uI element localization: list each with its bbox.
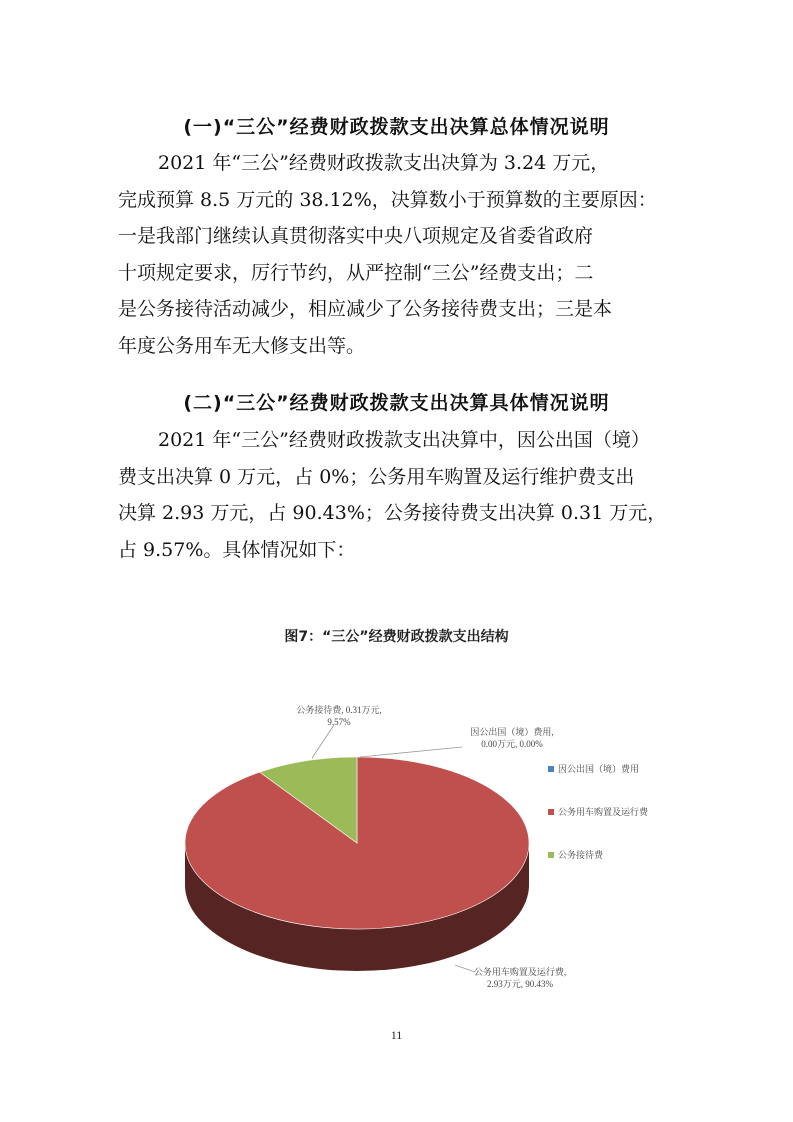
section1-line: 十项规定要求，厉行节约，从严控制“三公”经费支出；二	[118, 261, 594, 284]
data-label-公务接待费: 公务接待费, 0.31万元,	[296, 705, 382, 715]
leader-line-公务用车购置及运行费	[455, 965, 475, 972]
data-label-因公出国（境）费用: 因公出国（境）费用,	[470, 727, 554, 737]
legend-swatch-公务用车购置及运行费	[548, 809, 554, 815]
legend-swatch-公务接待费	[548, 852, 554, 858]
data-label-因公出国（境）费用: 0.00万元, 0.00%	[481, 739, 543, 749]
legend-label-公务接待费: 公务接待费	[558, 850, 604, 860]
legend-label-因公出国（境）费用: 因公出国（境）费用	[558, 764, 640, 774]
section1-line: 一是我部门继续认真贯彻落实中央八项规定及省委省政府	[118, 225, 594, 247]
section1-line: 完成预算 8.5 万元的 38.12%，决算数小于预算数的主要原因：	[118, 188, 657, 211]
data-label-公务用车购置及运行费: 2.93万元, 90.43%	[487, 979, 553, 989]
leader-line-因公出国（境）费用	[360, 747, 462, 757]
legend-swatch-因公出国（境）费用	[548, 766, 554, 772]
section2-heading: (二)“三公”经费财政拨款支出决算具体情况说明	[183, 392, 610, 414]
leader-line-公务接待费	[312, 725, 334, 758]
section2-line: 占 9.57%。具体情况如下：	[118, 538, 356, 561]
section2-line: 决算 2.93 万元，占 90.43%；公务接待费支出决算 0.31 万元，	[118, 502, 667, 524]
section1-line: 年度公务用车无大修支出等。	[118, 334, 366, 357]
section1-heading: (一)“三公”经费财政拨款支出决算总体情况说明	[183, 116, 610, 138]
page-number: 11	[390, 1028, 403, 1042]
section1-line: 2021 年“三公”经费财政拨款支出决算为 3.24 万元，	[158, 152, 610, 174]
data-label-公务用车购置及运行费: 公务用车购置及运行费,	[473, 967, 567, 977]
data-label-公务接待费: 9.57%	[327, 717, 351, 727]
section1-line: 是公务接待活动减少，相应减少了公务接待费支出；三是本	[118, 298, 613, 320]
section2-line: 费支出决算 0 万元，占 0%；公务用车购置及运行维护费支出	[118, 465, 635, 488]
section2-line: 2021 年“三公”经费财政拨款支出决算中，因公出国（境）	[158, 429, 650, 451]
chart-title: 图7：“三公”经费财政拨款支出结构	[284, 629, 509, 645]
legend-label-公务用车购置及运行费: 公务用车购置及运行费	[558, 807, 649, 817]
